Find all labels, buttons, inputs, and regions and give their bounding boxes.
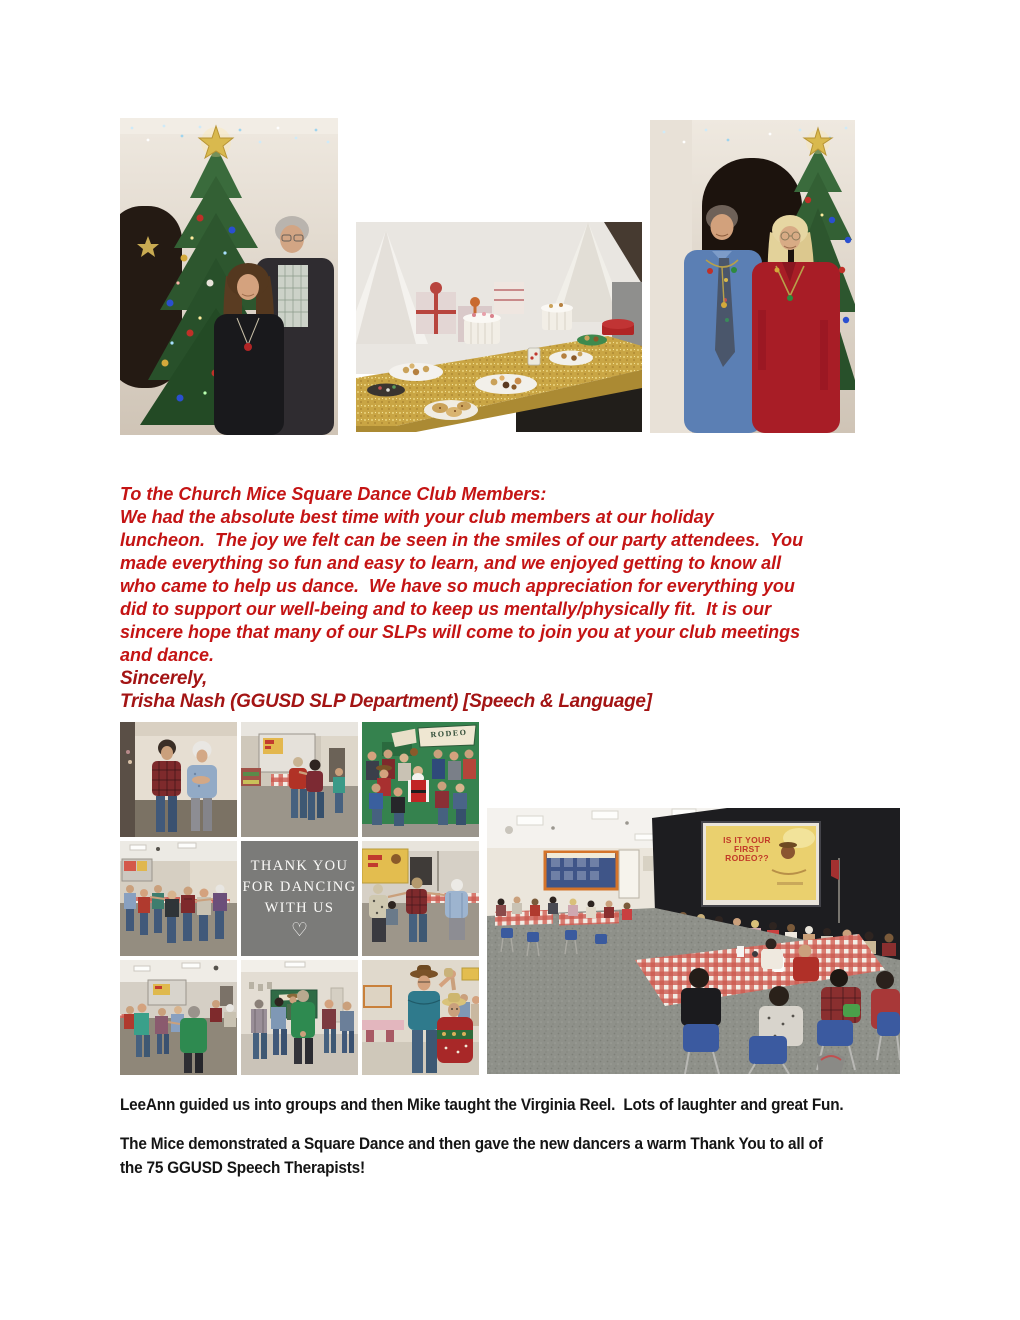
letter-line: To the Church Mice Square Dance Club Members: [120, 484, 547, 504]
letter-line: who came to help us dance. We have so much appreciation for everything you [120, 576, 795, 596]
letter-closing: Sincerely, [120, 668, 208, 689]
collage-tile-circle-dance [362, 841, 479, 956]
photo-christmas-tree-couple [120, 118, 338, 435]
letter-signature: Trisha Nash (GGUSD SLP Department) [Speech & Language] [120, 691, 652, 712]
collage-tile-hall-dancers [120, 841, 237, 956]
letter-line: did to support our well-being and to keep us mentally/physically fit. It is our [120, 599, 772, 619]
photo-event-room [487, 808, 900, 1074]
caption-square-dance-line1: The Mice demonstrated a Square Dance and then gave the new dancers a warm Thank You to all of [120, 1135, 823, 1153]
letter-line: made everything so fun and easy to learn, and we enjoyed getting to know all [120, 553, 782, 573]
projector-screen-text: IS IT YOUR FIRST RODEO?? [723, 835, 771, 863]
caption-virginia-reel: LeeAnn guided us into groups and then Mike taught the Virginia Reel. Lots of laughter and great Fun. [120, 1096, 844, 1114]
photo-couple-red-dress [650, 120, 855, 433]
collage-tile-talking-pair [120, 722, 237, 837]
letter-text-block [120, 483, 803, 713]
rodeo-banner-label: RODEO [430, 727, 468, 740]
caption-square-dance-line2: the 75 GGUSD Speech Therapists! [120, 1159, 365, 1177]
letter-line: luncheon. The joy we felt can be seen in the smiles of our party attendees. You [120, 530, 804, 550]
thank-you-line1: THANK YOU [250, 858, 349, 874]
collage-tile-santa-group [362, 722, 479, 837]
collage-tile-dance-lines [120, 960, 237, 1075]
letter-line: and dance. [120, 645, 215, 665]
thank-you-line3: WITH US [264, 900, 335, 916]
photo-collage [120, 722, 479, 1075]
heart-icon: ♡ [290, 920, 309, 941]
collage-tile-green-board-group [241, 960, 358, 1075]
collage-tile-dancing-pair [241, 722, 358, 837]
thank-you-line2: FOR DANCING [242, 879, 357, 895]
collage-tile-cowboy-pair [362, 960, 479, 1075]
photo-dessert-table [356, 222, 642, 432]
letter-line: sincere hope that many of our SLPs will come to join you at your club meetings [120, 622, 801, 642]
thank-you-tile [241, 841, 358, 956]
letter-line: We had the absolute best time with your club members at our holiday [120, 507, 714, 527]
